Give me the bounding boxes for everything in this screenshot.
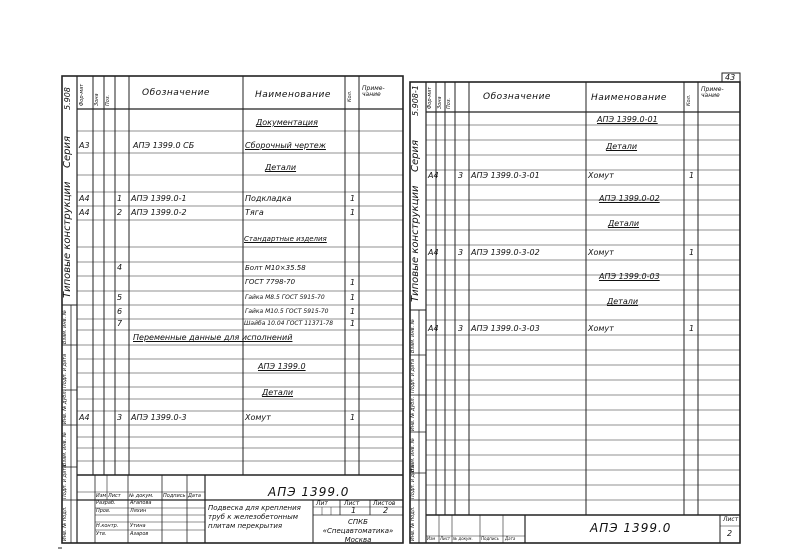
left-col-head-rev: Изм	[96, 493, 107, 499]
left-row-5-qty: 1	[350, 208, 356, 217]
right-row-6-format: А4	[428, 248, 439, 257]
left-col-head-sheet: Лист	[108, 493, 121, 499]
right-sheet-value: 2	[727, 529, 733, 538]
left-col-name: Наименование	[255, 90, 331, 100]
right-row-3-format: А4	[428, 171, 439, 180]
left-col-head-sign: Подпись	[163, 493, 186, 499]
left-person-norm-control: Утина	[130, 523, 146, 529]
left-row-4-designation: АПЭ 1399.0-1	[131, 194, 187, 203]
left-row-4-qty: 1	[350, 194, 356, 203]
right-row-6-pos: 3	[458, 248, 464, 257]
right-col-head-sign: Подпись	[481, 536, 499, 541]
left-variable-data-banner: Переменные данные для исполнений	[133, 333, 293, 342]
left-row-4-name: Подкладка	[245, 194, 292, 203]
left-row-5-pos: 2	[117, 208, 123, 217]
right-row-8-name: Детали	[607, 297, 639, 306]
left-organization: СПКБ «Спецавтоматика» Москва	[322, 518, 394, 544]
left-person-checker: Ляхин	[130, 508, 147, 514]
left-side-label-1: Взам. инв. №	[62, 310, 68, 344]
right-col-designation: Обозначение	[483, 92, 551, 102]
left-row-11-name: Шайба 10.04 ГОСТ 11371-78	[244, 320, 334, 327]
left-row-8-name: ГОСТ 7798-70	[245, 278, 296, 286]
right-series-code: 5.908-1	[411, 85, 420, 116]
right-row-3-qty: 1	[689, 171, 695, 180]
left-col-qty: Кол.	[347, 90, 353, 102]
left-col-pos: Поз.	[105, 94, 111, 106]
left-series-code: 5.908	[63, 87, 72, 110]
left-row-15-format: А4	[79, 413, 90, 422]
left-side-label-3: Инв. № дубл.	[62, 389, 68, 424]
left-doc-title: Подвеска для крепления труб к железобетонным плитам перекрытия	[208, 504, 301, 530]
left-row-7-pos: 4	[117, 263, 123, 272]
right-side-label-6: Инв. № подл.	[410, 506, 416, 541]
left-row-2-name: Сборочный чертеж	[245, 141, 326, 150]
left-person-approver: Азаров	[130, 531, 149, 537]
left-row-10-pos: 6	[117, 307, 123, 316]
right-row-5-name: Детали	[608, 219, 640, 228]
left-side-label-4: Взам. инв. №	[62, 432, 68, 466]
right-row-3-pos: 3	[458, 171, 464, 180]
left-sheet-header: Лист	[344, 500, 360, 507]
left-row-8-qty: 1	[350, 278, 356, 287]
right-doc-code: АПЭ 1399.0	[590, 521, 672, 535]
right-side-label-4: Взам. инв. №	[410, 438, 416, 472]
right-row-9-name: Хомут	[588, 324, 614, 333]
left-row-15-designation: АПЭ 1399.0-3	[131, 413, 187, 422]
right-col-format: Фор-мат	[427, 86, 433, 109]
right-row-3-designation: АПЭ 1399.0-3-01	[471, 171, 540, 180]
page-number: 43	[725, 73, 736, 82]
left-doc-code: АПЭ 1399.0	[268, 485, 350, 499]
right-typical-label: Типовые конструкции	[410, 185, 421, 302]
right-row-6-designation: АПЭ 1399.0-3-02	[471, 248, 540, 257]
left-row-5-format: А4	[79, 208, 90, 217]
left-row-11-qty: 1	[350, 319, 356, 328]
right-side-label-2: Подп. и дата	[410, 358, 416, 393]
right-sheet-frame	[410, 82, 740, 543]
left-col-note: Приме-чание	[362, 85, 385, 98]
right-col-head-sheet: Лист	[440, 536, 451, 541]
right-row-9-designation: АПЭ 1399.0-3-03	[471, 324, 540, 333]
right-row-2-name: Детали	[606, 142, 638, 151]
left-role-approver: Утв.	[96, 531, 107, 537]
left-row-15-pos: 3	[117, 413, 123, 422]
left-role-developer: Разраб.	[96, 500, 116, 506]
left-row-4-pos: 1	[117, 194, 123, 203]
left-row-11-pos: 7	[117, 319, 123, 328]
left-side-label-2: Подп. и дата	[62, 353, 68, 388]
right-row-6-qty: 1	[689, 248, 695, 257]
left-row-6-name: Стандартные изделия	[244, 235, 327, 243]
left-col-designation: Обозначение	[142, 88, 210, 98]
left-typical-label: Типовые конструкции	[62, 181, 73, 298]
left-sheet-value: 1	[351, 506, 357, 515]
left-row-15-name: Хомут	[245, 413, 271, 422]
left-row-9-qty: 1	[350, 293, 356, 302]
right-col-qty: Кол.	[686, 94, 692, 106]
right-row-9-pos: 3	[458, 324, 464, 333]
left-row-10-name: Гайка М10.5 ГОСТ 5915-70	[245, 308, 329, 315]
left-side-label-5: Подп. и дата	[62, 464, 68, 499]
left-row-7-name: Болт М10×35.58	[245, 264, 306, 272]
left-row-9-pos: 5	[117, 293, 123, 302]
left-row-5-designation: АПЭ 1399.0-2	[131, 208, 187, 217]
right-row-6-name: Хомут	[588, 248, 614, 257]
right-row-9-qty: 1	[689, 324, 695, 333]
left-row-14-name: Детали	[262, 388, 294, 397]
left-row-4-format: А4	[79, 194, 90, 203]
left-side-label-6: Инв. № подл.	[62, 506, 68, 541]
left-stage-header: Лит	[316, 500, 328, 507]
left-col-head-date: Дата	[188, 493, 201, 499]
left-series-label: Серия	[62, 136, 73, 168]
left-row-1-name: Документация	[256, 118, 318, 127]
left-row-5-name: Тяга	[245, 208, 264, 217]
left-row-9-name: Гайка М8.5 ГОСТ 5915-70	[245, 294, 325, 301]
left-row-3-name: Детали	[265, 163, 297, 172]
left-row-10-qty: 1	[350, 307, 356, 316]
right-col-head-date: Дата	[505, 536, 516, 541]
left-row-15-qty: 1	[350, 413, 356, 422]
left-row-2-designation: АПЭ 1399.0 СБ	[133, 141, 195, 150]
right-row-4-name: АПЭ 1399.0-02	[599, 194, 660, 203]
right-side-label-5: Подп. и дата	[410, 464, 416, 499]
right-row-3-name: Хомут	[588, 171, 614, 180]
right-col-name: Наименование	[591, 93, 667, 103]
right-series-label: Серия	[410, 140, 421, 172]
left-person-developer: Агапова	[130, 500, 152, 506]
left-sheets-header: Листов	[373, 500, 396, 507]
right-col-head-docnum: № докум.	[453, 536, 473, 541]
right-col-head-rev: Изм	[427, 536, 436, 541]
right-side-label-3: Инв. № дубл.	[410, 396, 416, 431]
left-col-zone: Зона	[94, 93, 100, 106]
right-row-7-name: АПЭ 1399.0-03	[599, 272, 660, 281]
left-col-head-docnum: № докум.	[129, 493, 154, 499]
left-row-2-format: А3	[79, 141, 90, 150]
right-sheet-header: Лист	[723, 516, 739, 523]
right-col-zone: Зона	[437, 96, 443, 109]
right-col-pos: Поз.	[446, 97, 452, 109]
left-row-13-name: АПЭ 1399.0	[258, 362, 306, 371]
right-side-label-1: Взам. инв. №	[410, 319, 416, 353]
left-sheets-value: 2	[383, 506, 389, 515]
left-role-checker: Пров.	[96, 508, 111, 514]
left-role-norm-control: Н.контр.	[96, 523, 119, 529]
right-col-note: Приме-чание	[701, 86, 724, 99]
right-row-1-name: АПЭ 1399.0-01	[597, 115, 658, 124]
right-row-9-format: А4	[428, 324, 439, 333]
left-col-format: Фор-мат	[79, 83, 85, 106]
